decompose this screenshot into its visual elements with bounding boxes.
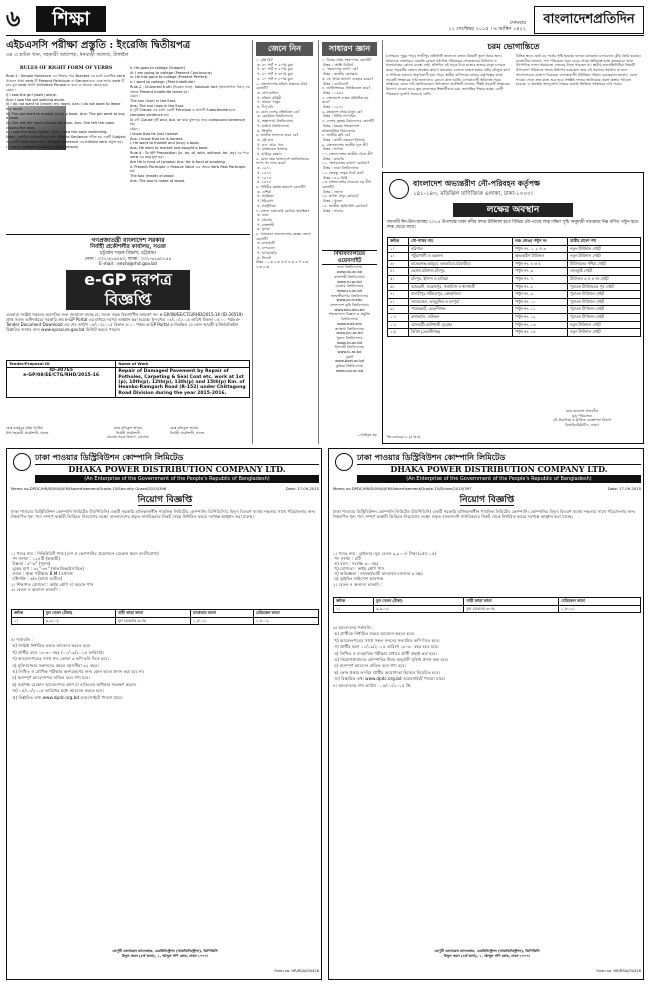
table-row <box>388 275 641 283</box>
table-row <box>388 245 641 253</box>
salary-table-wrap <box>333 597 641 613</box>
table-cell: নতুন টার্মিনাল গেইট <box>568 253 641 261</box>
biwta-signer: মোঃ জয়নাল আবেদীন যুগ্ম পরিচালক নৌ-নিরাপত্তা ও ট্রাফিক ব্যবস্থাপনা বিভাগ বিআইডব্লিউটিএ, ঢাকা। <box>552 409 612 428</box>
article <box>6 40 250 230</box>
table-cell: ঝালকাঠী-কাউখালী-সুরেশ্বর <box>409 321 513 329</box>
universities-title: বিশ্ববিদ্যালয়ের ওয়েবসাইট <box>322 250 377 265</box>
article-col-1: Rule-1 : Simple Sentence এর ক্রিয়ার পরে Bracket এর মধ্যে একাধিক verb থাকলে প্রথম verb টি Present Participle বা Gerund হবে এবং অপর verb টি হবে মূল verb অর্থাৎ Infinitive Phrase না হলে বা অনেক ক্ষেত্রে হয়। যেমন : i) I saw the girl (walk) alone. Ans: I saw the girl walking alone. ii) I do not want to (leave) my room. Ans: I do not want to leave my room. iii) The girl went to market (buy) a book. Ans: The girl went to buy a book. iv) She left the room (close) the door. Ans: She left the room closing the door. v) I saw the boys (swim). Ans: I saw the boys swimming. Note: একাধিক ভাষাভাষীদের জন্য Simple Sentence গঠিত হয় একটি Subject ও একটি Finite Verb দ্বারা। Simple Sentence এর Infinite verb প্রযুক্ত হয়। i. I go to college (Subject + First person) <box>6 74 126 149</box>
article-col-2: ii. He goes to college (Subject) iii. I am going to college (Present Continuous) iv. He has gone to college (Present Perfect) v. I went to college. (Past Indefinite) Rule-2 : Universal truth (চিরন্তন সত্য), habitual fact (অভ্যাসগত সত্য) এর ক্ষেত্রে Present Indefinite tense হয়। যেমন : The sun (rise) in the East. Ans: The sun rises in the East. i) দুটি Clause এর মধ্যে একটি Principal ও অন্যটি Subordinate হলে complex sentence হয়। ii) যদি Clause দুটি and, but, or দ্বারা যুক্ত হয় তবে compound sentence হয়। যেমন : I know that he (be) honest. Ans: I know that he is honest. i. He went to market and (buy) a book. Ans: He went to market and bought a book. Rule-4 : To VIP Preposition (in, on, of, with, without, for, by) এর পরে verb এর ing যুক্ত হয়। Are He is fond of (smoke) Ans: He is fond of smoking. ii. Present Participle ও Passive Voice এর ক্ষেত্রে Verb Past Participle হয়। The box (make) of wood. Ans: The box is made of wood. <box>130 66 250 183</box>
egp-title: e-GP দরপত্র বিজ্ঞপ্তি <box>66 270 190 310</box>
recruitment-heading-text: নিয়োগ বিজ্ঞপ্তি <box>137 495 193 505</box>
table-cell: পন্টুন নং- ১১ <box>513 306 568 314</box>
table-header-cell: মূল বেতন (টাকা) <box>373 598 463 606</box>
table-cell: আমতলী, সন্তোষপুর, গলাচিপা ও ধানখালী <box>409 283 513 291</box>
table-cell: পন্টুন নং- ১, ২ ও ৩ <box>513 245 568 253</box>
signature-3: মোঃ রফিকুল আলম নির্বাহী প্রকৌশলী, সওজ <box>170 426 205 435</box>
issue-date-text: ২১ সেপ্টেম্বর ২০১৫ । ৬ আশ্বিন ১৪২২ <box>448 26 526 33</box>
biwta-intro: আগামী ঈদ-উল-আযহা ২০১৫ উপলক্ষে ঢাকা নদীর বন্দর টার্মিনাল হতে বিভিন্ন নৌ-পথের লঞ্চ দক্ষিণ সূচি অনুযায়ী যথাক্রমে নিম্ন বর্ণিত পন্টুন হতে লঞ্চ ছেড়ে যাবে। <box>387 220 640 231</box>
biwta-title: বাংলাদেশ অভ্যন্তরীণ নৌ-পরিবহন কর্তৃপক্ষ <box>413 179 541 188</box>
dpdc-strip: (An Enterprise of the Government of the People's Republic of Bangladesh) <box>35 476 319 483</box>
salary-table-wrap <box>11 609 319 625</box>
table-cell: পাতারহাট, মেহেন্দীগঞ্জ <box>409 306 513 314</box>
table-cell: মূল বেতনের ৬০% <box>464 605 559 613</box>
table-cell: বিবিধ (কেরানীগঞ্জ) <box>409 329 513 337</box>
signature-row <box>6 426 250 442</box>
quiz-title: জেনে নিন <box>256 42 313 56</box>
table-cell: পন্টুন নং- ৬ <box>513 268 568 276</box>
table-cell: ১,৫০০/- <box>253 617 318 625</box>
general-knowledge-column <box>318 40 380 444</box>
table-header-cell: নৌ-পথের নাম <box>409 238 513 246</box>
gov-title: গণপ্রজাতন্ত্রী বাংলাদেশ সরকার <box>91 237 165 244</box>
signature-1: মোঃ মাহমুদুর রহিম আমিন উপ-সহকারী প্রকৌশলী, সওজ <box>6 426 49 435</box>
table-cell: পন্টুন নং- ৮ <box>513 283 568 291</box>
biwta-logo-icon <box>389 179 409 199</box>
table-cell: নতুন টার্মিনাল গেইট <box>568 321 641 329</box>
news-story <box>382 40 644 168</box>
quiz-column <box>252 40 316 444</box>
table-cell: পুরাতন টার্মিনাল গেইট <box>568 306 641 314</box>
table-row <box>388 291 641 299</box>
dpdc-rules: ৪। শর্তাবলি : ক) সংশ্লিষ্ট নির্ধারিত ফরমে আবেদন করতে হবে। খ) প্রার্থীর বয়স ১৮-৩০ বছর (০১/০৯/২০১৫ তারিখে)। গ) আবেদনপত্রের সাথে সদ্য তোলা ৩ কপি ছবি দিতে হবে। ঘ) মুক্তিযোদ্ধার সন্তানদের ক্ষেত্রে বয়সসীমা ৩২ বছর। ঙ) লিখিত ও মৌখিক পরীক্ষায় অংশগ্রহণের জন্য কোন ভাতা প্রদান করা হবে না। চ) অসম্পূর্ণ আবেদনপত্র বাতিল বলে গণ্য হবে। ছ) কর্তৃপক্ষ যেকোন আবেদনপত্র গ্রহণ বা বাতিলের অধিকার সংরক্ষণ করেন। জ) ০৫/১০/২০১৫ তারিখের মধ্যে আবেদন করতে হবে। ঝ) বিস্তারিত তথ্য www.dpdc.org.bd ওয়েবসাইটে পাওয়া যাবে। <box>11 637 145 700</box>
recruitment-heading-text: নিয়োগ বিজ্ঞপ্তি <box>459 495 515 505</box>
issue-date <box>376 20 526 32</box>
table-row <box>388 306 641 314</box>
story-title: চরম ভোগান্তিতে <box>487 42 540 51</box>
table-cell: ১। <box>12 617 44 625</box>
table-cell: ৫। <box>388 275 409 283</box>
dpdc-signatory: ডেপুটি জেনারেল ম্যানেজার, এডমিনিস্ট্রেশন (আমডিনিস্ট্রেশন), ডিপিডিসি বিদ্যুৎ ভবন (৪র্থ তলা), ১, আব্দুল গণি রোড, ঢাকা-১০০০। <box>434 949 540 958</box>
table-header-cell: যাতায়াত ভাতা <box>191 610 254 618</box>
memo-date: Date: 17.09.2015 <box>285 486 319 491</box>
post-details: ১। পদের নাম : ড্রাইভার। মূল বেতন ৯,৯০০/- টাকা (গ্রেড ১৫) পদ সংখ্যা : ৪টি ক) বয়স : সর্বোচ্চ ৩০ বছর খ) যোগ্যতা : অষ্টম শ্রেণি পাস গ) অভিজ্ঞতা : হালকা/ভারী যানবাহন চালনায় ৩ বছর ঘ) ড্রাইভিং লাইসেন্স আবশ্যক ২। বেতন ও অন্যান্য ভাতাদি : <box>333 551 437 587</box>
table-cell: পন্টুন নং- ১২ <box>513 313 568 321</box>
table-row <box>388 253 641 261</box>
gov-division: চট্টগ্রাম সড়ক বিভাগ, চট্টগ্রাম। <box>99 251 157 257</box>
table-header-cell: ক্রমিক <box>12 610 44 618</box>
masthead <box>6 4 644 36</box>
table-row <box>388 260 641 268</box>
table-row <box>388 313 641 321</box>
recruitment-heading <box>7 495 323 506</box>
table-cell: চাঁদপুর, ইলিশা ও হাতিয়া <box>409 275 513 283</box>
table-cell: পুরাতন টার্মিনাল গেইট <box>568 313 641 321</box>
launch-table <box>387 237 641 337</box>
issue-day: সোমবার <box>509 20 526 26</box>
table-cell: ২। <box>388 253 409 261</box>
table-cell: ১। <box>334 605 374 613</box>
dpdc-intro: ঢাকা পাওয়ার ডিস্ট্রিবিউশন কোম্পানি লিমিটেড (ডিপিডিসি) একটি সরকারি মালিকানাধীন পাবলিক লিমিটেড কোম্পানি। কোম্পানির বিদ্যুৎ বিতরণ ব্যবস্থা দক্ষতার সাথে পরিচালনার জন্য নিম্নবর্ণিত শূন্য পদে সম্পূর্ণ অস্থায়ী ভিত্তিতে নিয়োগের লক্ষ্যে প্রকৃত বাংলাদেশি নাগরিকদের নিকট থেকে নির্ধারিত ফরমে দরখাস্ত আহ্বান করা যাচ্ছে। <box>333 509 637 520</box>
biwta-ref: জি-৩৩৩৩/১৫ (৫'×৪) <box>387 435 421 439</box>
table-cell: বাকেরগঞ্জ-আমুয়া- ভান্ডারিয়া-মঠবাড়ীয়া <box>409 260 513 268</box>
table-cell: ১,৫০০/- <box>559 605 641 613</box>
table-row <box>388 298 641 306</box>
table-cell: ৯,৯০০/- <box>373 605 463 613</box>
table-cell: পন্টুন নং- ১৩ <box>513 321 568 329</box>
dpdc-intro: ঢাকা পাওয়ার ডিস্ট্রিবিউশন কোম্পানি লিমিটেড (ডিপিডিসি) একটি সরকারি মালিকানাধীন পাবলিক লিমিটেড কোম্পানি। ডিপিডিসি'র বিদ্যুৎ বিতরণ ব্যবস্থা দক্ষতার সাথে পরিচালনার জন্য নিম্নবর্ণিত শূন্য পদে সম্পূর্ণ অস্থায়ী ভিত্তিতে নিয়োগের লক্ষ্যে বাংলাদেশের প্রকৃত নাগরিকদের নিকট থেকে নির্ধারিত ফরমে দরখাস্ত আহ্বান করা যাচ্ছে। <box>11 509 317 520</box>
dpdc-logo-icon <box>13 453 31 471</box>
biwta-address: ১৪১-১৪৩, মতিঝিল বাণিজ্যিক এলাকা, ঢাকা-১০০০। <box>413 191 533 197</box>
table-header-cell: যাত্রীর প্রবেশ পথ <box>568 238 641 246</box>
table-cell: ৯। <box>388 306 409 314</box>
table-header-cell: মেডিকেল ভাতা <box>559 598 641 606</box>
table-row <box>388 268 641 276</box>
dpdc-name-bn: ঢাকা পাওয়ার ডিস্ট্রিবিউশন কোম্পানি লিমিটেড <box>357 453 506 462</box>
table-cell: পন্টুন নং- ১০ <box>513 298 568 306</box>
dpdc-name-en: DHAKA POWER DISTRIBUTION COMPANY LTD. <box>35 464 319 476</box>
table-header-cell: বাড়ী ভাড়া ভাতা <box>464 598 559 606</box>
gov-office: নির্বাহী প্রকৌশলীর কার্যালয়, সওজ <box>90 244 166 251</box>
work-cell: Repair of Damaged Pavement by Repair of Potholes, Carpeting & Seal Coat etc. work at 1st (p), 10th(p), 12th(p), 13th(p) and 15th(p) Km. of Heanko-Ramgarh Road (R-152) under Chittagong Road Division during the year 2015-2016. <box>116 368 250 398</box>
page-number: ৬ <box>6 6 21 32</box>
table-cell: ১২। <box>388 329 409 337</box>
table-cell: টার্মিনাল ৩ ও ৪ নং গেইট <box>568 275 641 283</box>
rules-title: RULES OF RIGHT FORM OF VERBS <box>19 66 113 71</box>
salary-table <box>333 597 641 613</box>
gk-body: ১. বিশ্বের প্রথম সংবাদপত্র কোনটি? উত্তর : 'আক্টা ডিউর্না' ২. 'সংবাদপত্র জগৎ' কে? উত্তর : জাতীয় প্রেসক্লাব ৩. কে 'প্রথম আলো' ব্যবহার করেন? উত্তর : গুটেনবার্গ ৪. জাতিসংঘের প্রতিষ্ঠাকাল কবে? উত্তর : ১৯৪৫ ৫. বাংলাদেশ ব্যাংক প্রতিষ্ঠিত হয় কবে? উত্তর : ১৯৭২ ৬. মহাকাশে প্রথম মানুষ কে? উত্তর : ইউরি গ্যাগারিন ৭. দেশের বৃহত্তম বিমানবন্দর কোনটি? উত্তর : হযরত শাহজালাল আন্তর্জাতিক বিমানবন্দর ৮. জাতীয় কবি কে? উত্তর : কাজী নজরুল ইসলাম ৯. বাংলাদেশের জাতীয় ফুল কী? উত্তর : শাপলা ১০. বাংলাদেশের জাতীয় খেলা কী? উত্তর : কাবাডি ১১. 'অপরাজেয় বাংলা' কোথায়? উত্তর : ঢাকা বিশ্ববিদ্যালয় ১২. বঙ্গবন্ধু সেতুর দৈর্ঘ্য কত? উত্তর : ৪.৮ কিমি ১৩. বাংলাদেশের সবচেয়ে বড় দ্বীপ কোনটি? উত্তর : ভোলা ১৪. রূপসা সেতু কোথায়? উত্তর : খুলনা ১৫. জাতীয় স্মৃতিসৌধ কোথায়? উত্তর : সাভার <box>322 58 375 213</box>
table-header-cell: মূল বেতন (টাকা) <box>43 610 115 618</box>
table-cell: ৩। <box>388 260 409 268</box>
gov-email: E-mail : eechi@rhd.gov.bd <box>99 262 157 268</box>
table-cell: পুরাতন টার্মিনালের পূর্ব গেইট <box>568 283 641 291</box>
tender-table <box>6 360 250 399</box>
dpdc-strip: (An Enterprise of the Government of the People's Republic of Bangladesh) <box>357 476 641 483</box>
table-cell: ভোলা-বরিশাল-চাঁদপুর <box>409 268 513 276</box>
post-details: ১। পদের নাম : সিকিউরিটি গার্ড (দেশ ও কোম্পানির প্রয়োজনে যেকোন স্থানে বদলীযোগ্য) পদ সংখ্যা : ১২৪টি (অস্থায়ী) উচ্চতা : ৫'-৬" (পুরুষ) বুকের মাপ : ৩২"-৩৪" (স্বাভাবিক/প্রসারিত) ওজন : স্বাস্থ্য পরীক্ষায় B.M.I যথাযথ দৃষ্টিশক্তি : ৬/৬ (চশমা ব্যতীত) ২। শিক্ষাগত যোগ্যতা : অষ্টম শ্রেণি বা সমমান পাস ৩। বেতন ও অন্যান্য ভাতাদি : <box>11 551 159 592</box>
newspaper-logo: বাংলাদেশপ্রতিদিন <box>534 6 644 34</box>
dpdc-rules: ৩। আবেদনের শর্তাবলি : ক) প্রার্থীকে নির্ধারিত ফরমে আবেদন করতে হবে। খ) আবেদনপত্রের সাথে সকল সনদের সত্যায়িত কপি দিতে হবে। গ) প্রার্থীর বয়স ০১/০৯/২০১৫ তারিখে ১৮-৩০ বছর হতে হবে। ঘ) লিখিত ও ব্যবহারিক পরীক্ষার মাধ্যমে প্রার্থী বাছাই করা হবে। ঙ) নিয়োগপ্রাপ্তদের কোম্পানির নিয়ম অনুযায়ী সুবিধা প্রদান করা হবে। চ) অসম্পূর্ণ আবেদন বাতিল বলে গণ্য হবে। ছ) কোন প্রকার তদবির প্রার্থীর অযোগ্যতা হিসেবে বিবেচিত হবে। জ) বিস্তারিত তথ্য www.dpdc.org.bd ওয়েবসাইটে পাওয়া যাবে। ৪। আবেদনের শেষ তারিখ : ০৫/১০/২০১৫ খ্রি. <box>333 625 449 688</box>
dpdc-ad-right <box>328 448 644 980</box>
table-cell: নতুন টার্মিনাল গেইট <box>568 245 641 253</box>
table-header-cell: ক্রমিক <box>334 598 374 606</box>
table-cell: ৪। <box>388 268 409 276</box>
table-cell: ১। <box>388 245 409 253</box>
work-header: Name of Work <box>116 360 250 368</box>
tender-id-cell: ID-30765 e-GP/08/EE/CTG/RHD/2015-16 <box>7 368 116 398</box>
dpdc-logo-icon <box>335 453 353 471</box>
table-cell: টার্মিনালের পশ্চিম গেইট <box>568 260 641 268</box>
signature-2: মোঃ রফিকুল আলম নির্বাহী প্রকৌশলী চট্টগ্রাম সড়ক বিভাগ, চট্টগ্রাম। <box>106 426 150 440</box>
table-cell: ৬। <box>388 283 409 291</box>
table-cell: বরিশাল <box>409 245 513 253</box>
universities-list: ঢাকা বিশ্ববিদ্যালয় www.du.ac.bd রাজশাহী বিশ্ববিদ্যালয় www.ru.ac.bd চট্টগ্রাম বিশ্ববিদ্যালয় www.cu.ac.bd জাহাঙ্গীরনগর বিশ্ববিদ্যালয় www.juniv.edu বাংলাদেশ কৃষি বিশ্ববিদ্যালয় www.bau.edu.bd শাহজালাল বিজ্ঞান ও প্রযুক্তি বিশ্ববিদ্যালয় www.sust.edu জগন্নাথ বিশ্ববিদ্যালয় www.jnu.ac.bd খুলনা বিশ্ববিদ্যালয় www.ku.ac.bd ইসলামী বিশ্ববিদ্যালয় www.iu.ac.bd বুয়েট www.buet.ac.bd কুমিল্লা বিশ্ববিদ্যালয় www.cou.ac.bd <box>329 265 370 373</box>
gk-footer: —আইনুল হক <box>356 433 377 438</box>
recruitment-heading <box>329 495 645 506</box>
gk-title: সাধারণ জ্ঞান <box>322 42 377 56</box>
table-cell: পন্টুন নং- ৭ <box>513 275 568 283</box>
dpdc-form-ref: Form no. HR/RSA/03/428 <box>596 969 641 973</box>
story-col-2: বিভিন্ন স্থানে ছোট বড় গর্তের সৃষ্টি হয়েছে। হালকা যানবাহন চলাচলেও ঝুঁকি তৈরি হয়েছে। ব্যবসায়ীরা জানান, পণ্য পরিবহনে খরচ বেড়ে গেছে। ক্ষতিগ্রস্ত হচ্ছে কৃষকরাও। তারা উৎপাদিত ফসল সময়মতো বাজারে নিতে পারছেন না। স্থানীয় জনপ্রতিনিধিরা বিষয়টি উপজেলা পরিষদের সভায় উত্থাপন করেছেন। দ্রুত এই সমস্যার সমাধান না হলে আন্দোলনের ঘোষণা দিয়েছেন এলাকাবাসী। ইউনিয়ন পরিষদ চেয়ারম্যান জানান, বরাদ্দ পাওয়া গেলে দ্রুত কাজ শুরু হবে। সংশ্লিষ্ট দফতর জানিয়েছে প্রকল্প প্রস্তাব পাঠানো হয়েছে। এ অবস্থায় জনদুর্ভোগ লাঘবে জরুরি ভিত্তিতে সংস্কারের দাবি সবার। <box>516 54 642 87</box>
table-header-cell: লঞ্চ নোঙর পন্টুন নং <box>513 238 568 246</box>
article-headline: এইচএসসি পরীক্ষা প্রস্তুতি : ইংরেজি দ্বিতীয়পত্র <box>6 40 191 51</box>
launch-table-wrap <box>387 237 641 337</box>
table-cell: রাঙ্গাবালি, বাউফল <box>409 313 513 321</box>
table-row <box>388 283 641 291</box>
table-cell: অভ্যন্তরীণ টার্মিনাল <box>513 253 568 261</box>
table-cell: নতুন টার্মিনাল গেইট <box>568 329 641 337</box>
egp-body: এতদ্বারা সংশ্লিষ্ট সকলের অবগতির জন্য জানানো যাচ্ছে যে, সওজ সড়ক বিভাগাধীন আমন্ত্রণ নং- e-GP/08/EE/CTG/RHD/2015-16 (ID-30519) প্রাপ্ত সওজ অধিদপ্তরের সরকারি ক্রয় e-GP Portal এর মাধ্যমে দরপত্র আহ্বান করা হয়েছে। ই-দরপত্র ০৪/১০/২০১৫ তারিখ বিকাল ০৫:০০ পর্যন্ত e-Tender Document Download এর শেষ তারিখ ০৪/১০/২০১৫ বিকাল ৫:০০ পর্যন্ত। e-GP Portal এ নিবন্ধিত যে কোন আগ্রহী ব্যক্তি/প্রতিষ্ঠান বিস্তারিত জানার জন্য www.eprocure.gov.bd ভিজিট করতে পারেন। <box>6 311 245 332</box>
table-cell: ৯,৯০০/- <box>43 617 115 625</box>
egp-tender-notice <box>6 234 250 444</box>
table-header-cell: মেডিকেল ভাতা <box>253 610 318 618</box>
section-title: শিক্ষা <box>36 6 106 32</box>
memo-no: Memo no.DPDC/HR/DGM(A)EM/Advertisement/Grade-15/Security Guard/2015/396 <box>11 486 167 491</box>
table-cell: পুরাতন টার্মিনাল গেইট <box>568 291 641 299</box>
dpdc-name-en: DHAKA POWER DISTRIBUTION COMPANY LTD. <box>357 464 641 476</box>
dpdc-form-ref: Form no. HR/RSA/03/426 <box>274 969 319 973</box>
table-cell: পন্টুন নং- ৯ <box>513 291 568 299</box>
quiz-body: ১. বৃত্তি কি? ক. ৫০ পার্ট + ৫০% মুদ্রা খ. ৩০ পার্ট + ৫০% মুদ্রা গ. ৫০ পার্ট + ৩০% মুদ্রা ঘ. ২০ পার্ট + ৮০% মুদ্রা ২. বাংলাদেশের মহিলা প্রজ্ঞাবে প্রথম কোনটি? ক. শেখ হাসিনা খ. মতিয়া চৌধুরী গ. সাহারা খাতুন ঘ. দীপু মনি ৩. কোন দেশের প্রতিষ্ঠাতা কে? ক. কেমব্রিজ বিশ্ববিদ্যালয় খ. অক্সফোর্ড বিশ্ববিদ্যালয় গ. হার্ভার্ড বিশ্ববিদ্যালয় ঘ. প্রিন্সটন ৪. জাতীয় সংসদের ভবন কে? ক. লুই কান খ. এফ. আর. খান গ. মাজহারুল ইসলাম ঘ. হামিদুর রহমান ৫. কোন বছর বাংলাদেশ জাতিসংঘের সদস্য পদ লাভ করে? ক. ১৯৭১ খ. ১৯৭২ গ. ১৯৭৪ ঘ. ১৯৭৫ ৬. পৃথিবীর বৃহত্তম মহাদেশ কোনটি? ক. এশিয়া খ. আফ্রিকা গ. ইউরোপ ঘ. অস্ট্রেলিয়া ৭. বাংলা একাডেমি কোথায় অবস্থিত? ক. ঢাকা খ. চট্টগ্রাম গ. রাজশাহী ঘ. খুলনা ৮. আয়তনে বাংলাদেশের বৃহত্তম জেলা কোনটি? ক. রাঙামাটি খ. বান্দরবান গ. খাগড়াছড়ি ঘ. সিলেট উত্তর : ১.ক ২.ক ৩.খ ৪.ক ৫.গ ৬.ক ৭.ক ৮.ক <box>256 58 311 269</box>
table-cell: পন্টুন নং- ৪ ও ৫ <box>513 260 568 268</box>
table-cell: ৮। <box>388 298 409 306</box>
memo-date: Date: 17.09.2015 <box>607 486 641 491</box>
salary-table <box>11 609 319 625</box>
table-cell: পুরাতন টার্মিনাল গেইট <box>568 298 641 306</box>
dpdc-ad-left <box>6 448 322 980</box>
banner: লক্ষের অবস্থান <box>453 203 573 217</box>
table-cell: ১১। <box>388 321 409 329</box>
table-cell: মাদারীপুর-শরীয়তপুর, কোড়ালিয়া <box>409 291 513 299</box>
dpdc-signatory: ডেপুটি জেনারেল ম্যানেজার, এডমিনিস্ট্রেশন (আমডিনিস্ট্রেশন), ডিপিডিসি বিদ্যুৎ ভবন (৪র্থ তলা), ১, আব্দুল গণি রোড, ঢাকা-১০০০। <box>112 949 218 958</box>
table-cell: ১,৫০০/- <box>191 617 254 625</box>
table-cell: পটুয়াখালী ও বরগুনা <box>409 253 513 261</box>
dpdc-name-bn: ঢাকা পাওয়ার ডিস্ট্রিবিউশন কোম্পানি লিমিটেড <box>35 453 184 462</box>
table-cell: ১০। <box>388 313 409 321</box>
table-cell: লালমোহন, তজুমুদ্দিন ও মনপুরা <box>409 298 513 306</box>
table-cell: মূল বেতনের ৬০% <box>115 617 190 625</box>
table-header-cell: ক্রমিক <box>388 238 409 246</box>
gov-phone: ফোন : ০৩১-৬১৬০৯৩, ফ্যাক্স : ০৩১-৬১৬০১৫৪ <box>84 256 172 262</box>
article-byline: এম এ হামিদ খান, সহকারী অধ্যাপক, ধনবাড়ী কলেজ, টাঙ্গাইল <box>6 52 129 58</box>
table-row <box>388 329 641 337</box>
biwta-notice <box>382 172 644 444</box>
memo-no: Memo no.DPDC/HR/DGM(A)EM/Advertisement/Grade-15/Driver/2015/397 <box>333 486 472 491</box>
table-cell: পন্টুন নং- ১৪ <box>513 329 568 337</box>
tender-id-header: Tender/Proposal ID <box>7 360 116 368</box>
table-header-cell: বাড়ী ভাড়া ভাতা <box>115 610 190 618</box>
table-cell: ৭। <box>388 291 409 299</box>
table-cell: লালকুঠি গেইট <box>568 268 641 276</box>
story-col-1: (সোহরাব পুকুর পাড়) গাজীপুর প্রতিনিধি জানানো বক্তব্য বিষয়টি তুলে ধরার জন্য। আমাদের বাজারেও এমনকি কোনো মধ্যবিত্ত পরিবারের লোকজনের চিকিৎসা ও যাতায়াতের কোনো ব্যবস্থা নেই। প্রতিদিন এই সড়ক দিয়ে হাজার হাজার মানুষ চলাচল করে। সড়কটির বেহাল অবস্থার কারণে যানবাহন চলাচল ব্যাহত হচ্ছে। বর্ষার মৌসুমে কাদা ও পানিতে চলাচল অনুপযোগী হয়ে পড়ে। স্থানীয় বাসিন্দারা বহুবার কর্তৃপক্ষের কাছে সড়কটি সংস্কারের দাবি জানালেও কোনো কাজ হয়নি। এলাকাবাসী অবিলম্বে সড়ক সংস্কারের জোর দাবি জানিয়েছেন। উপজেলা প্রকৌশলী জানান, শীঘ্রই সড়কটি সংস্কারের উদ্যোগ নেওয়া হবে। স্কুল-কলেজের শিক্ষার্থীরাও চরম ভোগান্তির শিকার হচ্ছে। রোগী পরিবহনে দুর্ভোগ সবচেয়ে বেশি। <box>386 54 512 96</box>
table-row <box>388 321 641 329</box>
